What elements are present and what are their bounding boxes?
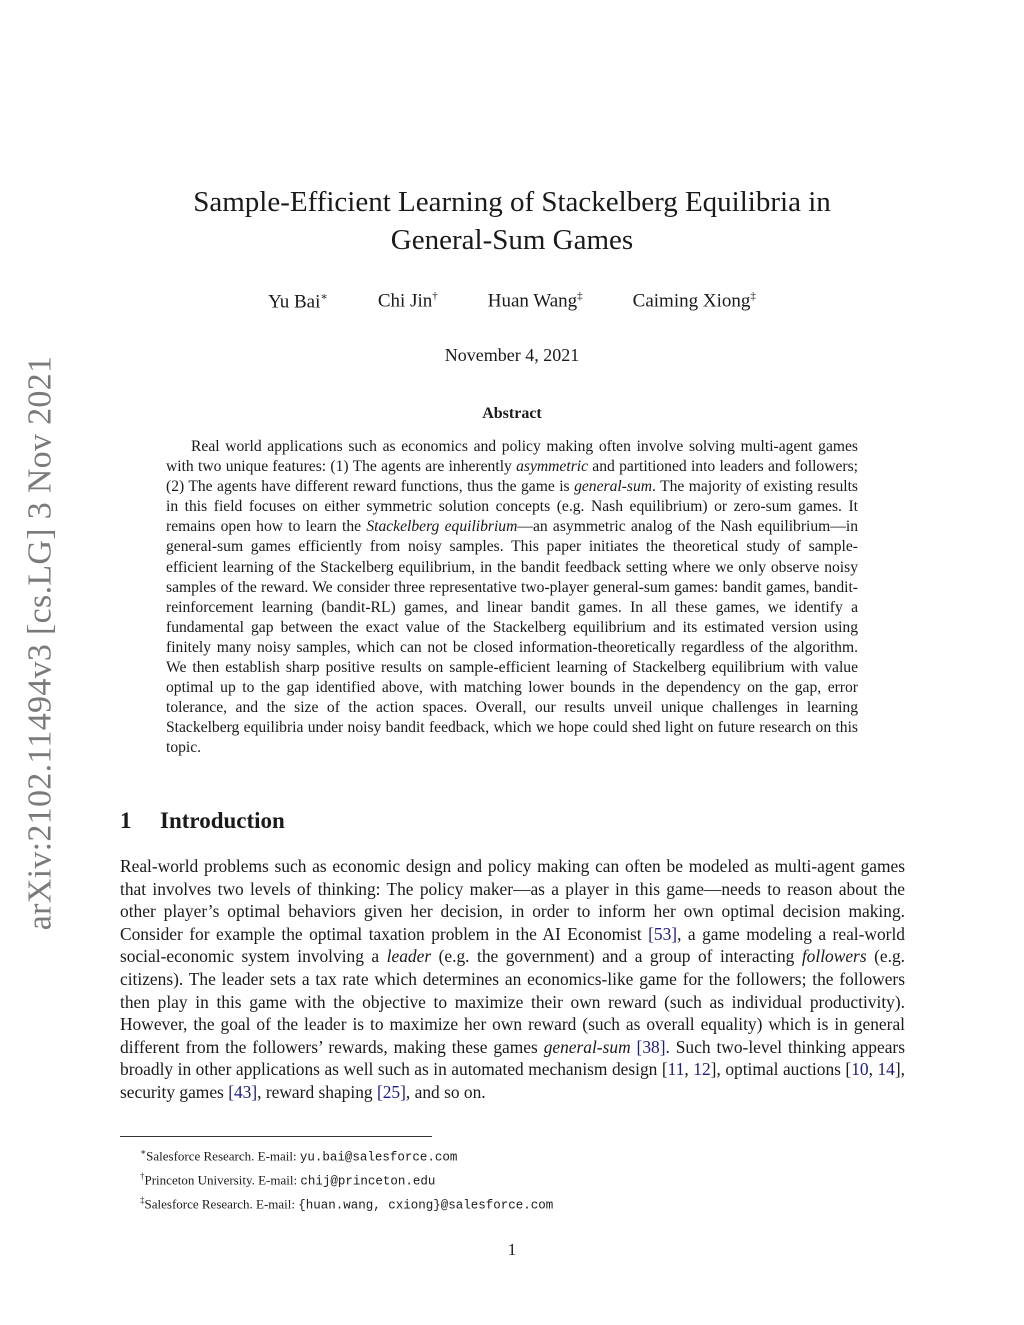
title-line-2: General-Sum Games (390, 224, 634, 256)
citation-link[interactable]: [38] (636, 1036, 666, 1057)
author: Chi Jin† (377, 290, 438, 312)
author: Yu Bai∗ (268, 291, 328, 313)
email-address: {huan.wang, cxiong}@salesforce.com (298, 1197, 554, 1212)
footnote-divider (120, 1136, 432, 1137)
author: Huan Wang‡ (487, 290, 583, 312)
paper-title (0, 183, 1024, 259)
title-line-1: Sample-Efficient Learning of Stackelberg Equilibria in (193, 186, 831, 218)
citation-link[interactable]: 10 (851, 1059, 869, 1080)
footnote: †Princeton University. E-mail: chij@princeton.edu (140, 1170, 436, 1189)
abstract-heading: Abstract (482, 405, 542, 422)
introduction-paragraph: Real-world problems such as economic design and policy making can often be modeled as multi-agent games that involves two levels of thinking: The policy maker—as a player in this game—needs to reason about the other player’s optimal behaviors given her decision, in order to inform her own optimal decision making. Consider for example the optimal taxation problem in the AI Economist [53], a game modeling a real-world social-economic system involving a leader (e.g. the government) and a group of interacting followers (e.g. citizens). The leader sets a tax rate which determines an economics-like game for the followers; the followers then play in this game with the objective to maximize their own reward (such as individual productivity). However, the goal of the leader is to maximize her own reward (such as overall equality) which is in general different from the followers’ rewards, making these games general-sum [38]. Such two-level thinking appears broadly in other applications as well such as in automated mechanism design [11, 12], optimal auctions [10, 14], security games [43], reward shaping [25], and so on. (120, 856, 905, 1102)
publication-date: November 4, 2021 (444, 345, 580, 365)
email-address: chij@princeton.edu (300, 1174, 436, 1189)
abstract-body: Real world applications such as economics and policy making often involve solving multi-agent games with two unique features: (1) The agents are inherently asymmetric and partitioned into leaders and followers; (2) The agents have different reward functions, thus the game is general-sum. The majority of existing results in this field focuses on either symmetric solution concepts (e.g. Nash equilibrium) or zero-sum games. It remains open how to learn the Stackelberg equilibrium—an asymmetric analog of the Nash equilibrium—in general-sum games efficiently from noisy samples. This paper initiates the theoretical study of sample-efficient learning of the Stackelberg equilibrium, in the bandit feedback setting where we only observe noisy samples of the reward. We consider three representative two-player general-sum games: bandit games, bandit-reinforcement learning (bandit-RL) games, and linear bandit games. In all these games, we identify a fundamental gap between the exact value of the Stackelberg equilibrium and its estimated version using finitely many noisy samples, which can not be closed information-theoretically regardless of the algorithm. We then establish sharp positive results on sample-efficient learning of Stackelberg equilibrium with value optimal up to the gap identified above, with matching lower bounds in the dependency on the gap, error tolerance, and the size of the action spaces. Overall, our results unveil unique challenges in learning Stackelberg equilibria under noisy bandit feedback, which we hope could shed light on future research on this topic. (166, 438, 859, 757)
citation-link[interactable]: 12 (693, 1059, 711, 1080)
footnotes (120, 1143, 900, 1214)
citation-link[interactable]: [43] (228, 1081, 258, 1102)
page-number: 1 (507, 1240, 517, 1259)
footnote: ‡Salesforce Research. E-mail: {huan.wang, cxiong}@salesforce.com (140, 1194, 554, 1212)
section-number: 1 (120, 808, 132, 833)
citation-link[interactable]: 11 (667, 1059, 685, 1080)
arxiv-sidebar (18, 355, 62, 930)
section-title: Introduction (160, 808, 285, 833)
author-list (0, 290, 1024, 313)
section-heading (120, 808, 285, 834)
citation-link[interactable]: [53] (648, 923, 678, 944)
author: Caiming Xiong‡ (632, 290, 756, 312)
email-address: yu.bai@salesforce.com (299, 1150, 458, 1165)
footnote: ∗Salesforce Research. E-mail: yu.bai@salesforce.com (140, 1147, 458, 1165)
arxiv-identifier: arXiv:2102.11494v3 [cs.LG] 3 Nov 2021 (21, 355, 59, 930)
citation-link[interactable]: [25] (376, 1081, 406, 1102)
citation-link[interactable]: 14 (877, 1059, 895, 1080)
